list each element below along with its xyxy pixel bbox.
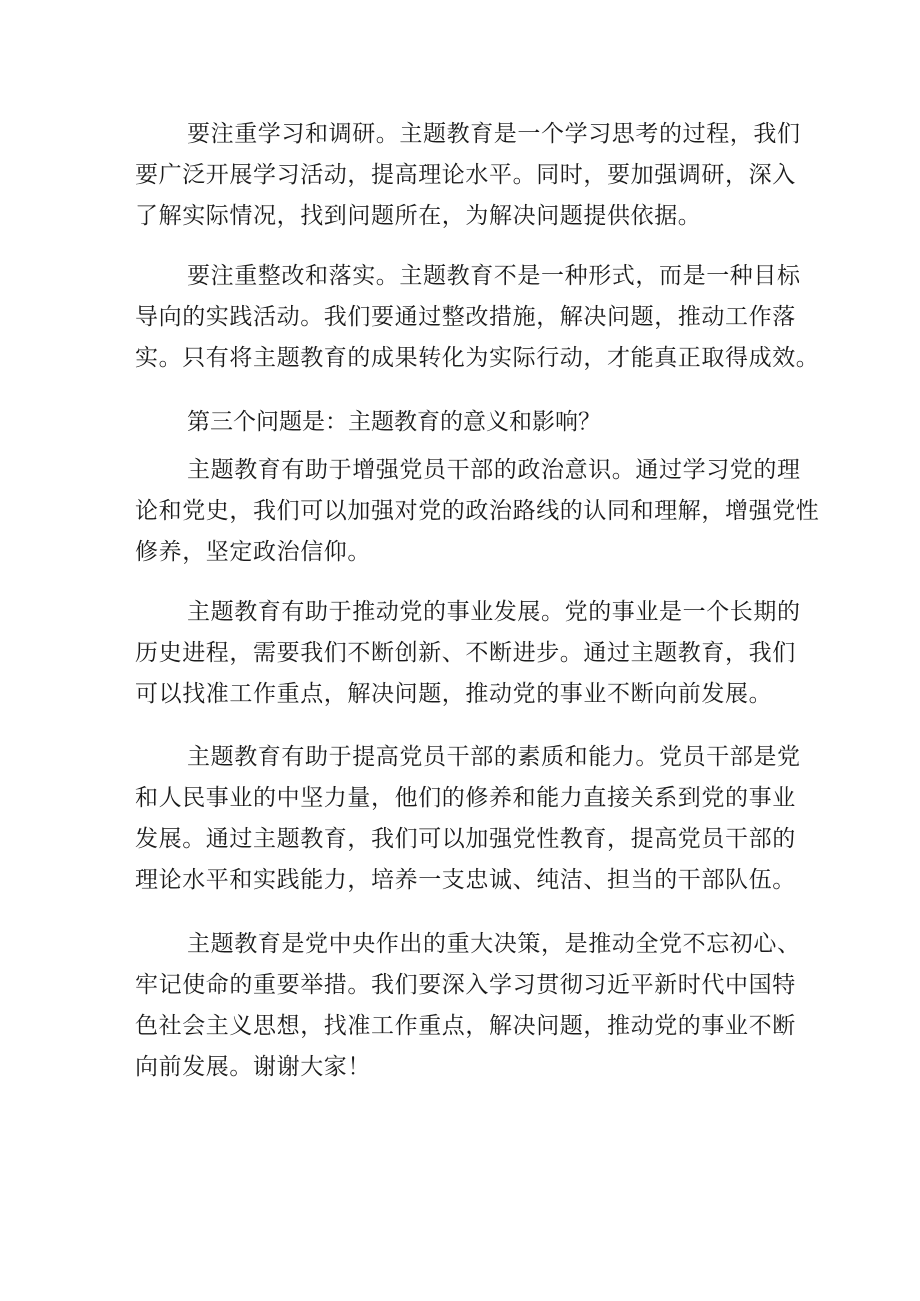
- paragraph-third-question: [135, 402, 795, 443]
- text-line: 发展。通过主题教育，我们可以加强党性教育，提高党员干部的: [135, 826, 796, 852]
- text-line: 历史进程，需要我们不断创新、不断进步。通过主题教育，我们: [135, 640, 796, 666]
- paragraph-study-research: [135, 114, 801, 237]
- text-line: 向前发展。谢谢大家！: [135, 1054, 371, 1080]
- text-line: 要注重整改和落实。主题教育不是一种形式，而是一种目标: [187, 263, 801, 289]
- text-line: 牢记使命的重要举措。我们要深入学习贯彻习近平新时代中国特: [135, 972, 796, 998]
- text-line: 理论水平和实践能力，培养一支忠诚、纯洁、担当的干部队伍。: [135, 867, 796, 893]
- text-line: 论和党史，我们可以加强对党的政治路线的认同和理解，增强党性: [135, 498, 820, 524]
- text-line: 主题教育是党中央作出的重大决策，是推动全党不忘初心、: [187, 931, 801, 957]
- text-line: 修养，坚定政治信仰。: [135, 539, 371, 565]
- paragraph-conclusion: [135, 924, 801, 1088]
- text-line: 要广泛开展学习活动，提高理论水平。同时，要加强调研，深入: [135, 162, 796, 188]
- paragraph-quality-ability: [135, 737, 801, 901]
- text-line: 主题教育有助于增强党员干部的政治意识。通过学习党的理: [187, 457, 801, 483]
- text-line: 了解实际情况，找到问题所在，为解决问题提供依据。: [135, 203, 702, 229]
- text-line: 色社会主义思想，找准工作重点，解决问题，推动党的事业不断: [135, 1013, 796, 1039]
- text-line: 可以找准工作重点，解决问题，推动党的事业不断向前发展。: [135, 681, 773, 707]
- paragraph-political-awareness: [135, 450, 820, 573]
- text-line: 导向的实践活动。我们要通过整改措施，解决问题，推动工作落: [135, 304, 796, 330]
- text-line: 实。只有将主题教育的成果转化为实际行动，才能真正取得成效。: [135, 345, 820, 371]
- text-line: 要注重学习和调研。主题教育是一个学习思考的过程，我们: [187, 121, 801, 147]
- text-line: 主题教育有助于提高党员干部的素质和能力。党员干部是党: [187, 744, 801, 770]
- paragraph-party-development: [135, 592, 801, 715]
- paragraph-rectification: [135, 256, 820, 379]
- text-line: 主题教育有助于推动党的事业发展。党的事业是一个长期的: [187, 599, 801, 625]
- text-line: 和人民事业的中坚力量，他们的修养和能力直接关系到党的事业: [135, 785, 796, 811]
- text-line: 第三个问题是：主题教育的意义和影响？: [187, 409, 601, 435]
